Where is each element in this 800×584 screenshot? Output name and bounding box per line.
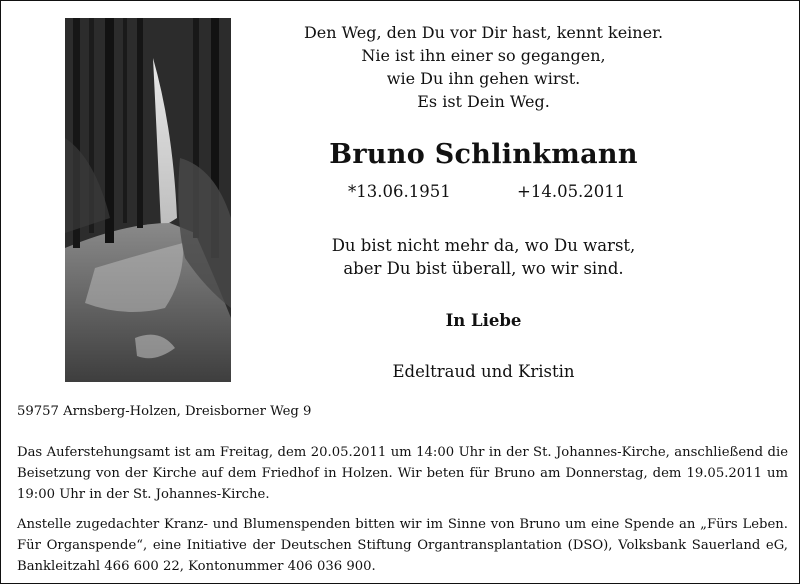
opening-verse bbox=[256, 21, 711, 113]
verse-line: wie Du ihn gehen wirst. bbox=[386, 69, 581, 88]
verse-line: Es ist Dein Weg. bbox=[417, 92, 550, 111]
forest-path-image bbox=[65, 18, 231, 382]
verse-line: Du bist nicht mehr da, wo Du warst, bbox=[331, 236, 636, 255]
mourners-names: Edeltraud und Kristin bbox=[392, 362, 575, 381]
in-love-line: In Liebe bbox=[445, 311, 522, 330]
death-date: +14.05.2011 bbox=[517, 182, 626, 201]
forest-path-photo bbox=[65, 18, 231, 382]
family-address: 59757 Arnsberg-Holzen, Dreisborner Weg 9 bbox=[17, 404, 312, 419]
donation-request: Anstelle zugedachter Kranz- und Blumenspenden bitten wir im Sinne von Bruno um eine Spende an „Fürs Leben. Für Organspende“, eine Initiative der Deutschen Stiftung Organtransplantation (DSO), Volksbank Sauerland eG, Bankleitzahl 466 600 22, Kontonummer 406 036 900. bbox=[17, 517, 788, 574]
verse-line: aber Du bist überall, wo wir sind. bbox=[343, 259, 624, 278]
deceased-name: Bruno Schlinkmann bbox=[329, 139, 638, 170]
verse-line: Den Weg, den Du vor Dir hast, kennt keiner. bbox=[303, 23, 664, 42]
closing-verse bbox=[256, 234, 711, 280]
birth-date: *13.06.1951 bbox=[348, 182, 451, 201]
verse-line: Nie ist ihn einer so gegangen, bbox=[361, 46, 606, 65]
funeral-service-info: Das Auferstehungsamt ist am Freitag, dem 20.05.2011 um 14:00 Uhr in der St. Johannes-Kirche, anschließend die Beisetzung von der Kirche auf dem Friedhof in Holzen. Wir beten für Bruno am Donnerstag, dem 19.05.2011 um 19:00 Uhr in der St. Johannes-Kirche. bbox=[17, 445, 788, 502]
